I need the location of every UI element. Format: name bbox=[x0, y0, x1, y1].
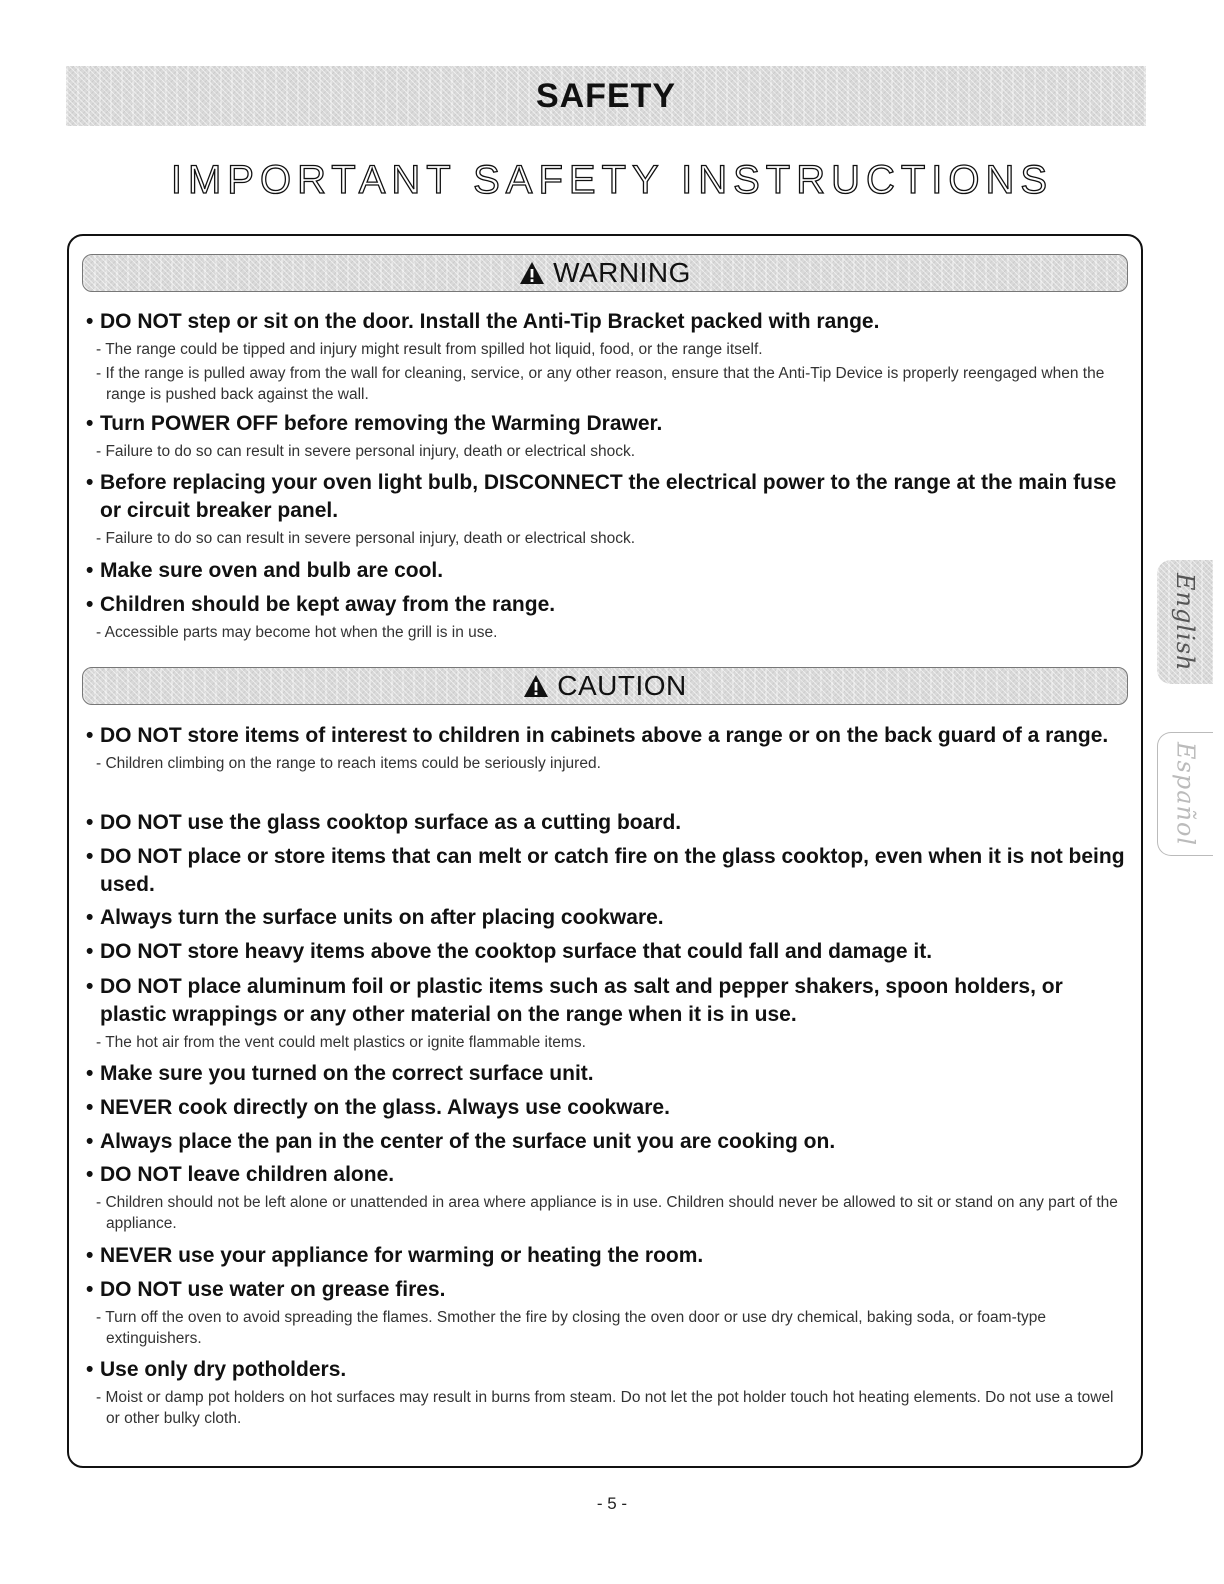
item-note: - The range could be tipped and injury might result from spilled hot liquid, food, or the range itself. bbox=[96, 341, 763, 358]
caution-item-pan-center bbox=[86, 1128, 1126, 1156]
caution-item-foil bbox=[86, 973, 1126, 1053]
item-note: - If the range is pulled away from the wall for cleaning, service, or any other reason, ensure that the Anti-Tip Device is properly reengaged when the range is pushed back against the wall. bbox=[96, 365, 1105, 403]
item-heading: • DO NOT use water on grease fires. bbox=[86, 1276, 1126, 1304]
item-note: - Turn off the oven to avoid spreading the flames. Smother the fire by closing the oven door or use dry chemical, baking soda, or foam-type extinguishers. bbox=[96, 1309, 1047, 1347]
caution-item-heavy-items bbox=[86, 938, 1126, 966]
warning-item-light-bulb bbox=[86, 469, 1126, 549]
caution-item-correct-unit bbox=[86, 1060, 1126, 1088]
caution-item-grease-fires bbox=[86, 1276, 1126, 1349]
caution-item-surface-units bbox=[86, 904, 1126, 932]
item-note: - Children should not be left alone or unattended in area where appliance is in use. Children should never be allowed to sit or stand on any part of the appliance. bbox=[96, 1194, 1118, 1232]
item-heading: • Always turn the surface units on after placing cookware. bbox=[86, 904, 1126, 932]
caution-triangle-icon bbox=[523, 674, 549, 698]
caution-label: CAUTION bbox=[557, 670, 687, 701]
item-note: - Accessible parts may become hot when the grill is in use. bbox=[96, 624, 498, 641]
item-note: - Moist or damp pot holders on hot surfaces may result in burns from steam. Do not let the pot holder touch hot heating elements. Do not use a towel or other bulky cloth. bbox=[96, 1389, 1114, 1427]
caution-item-children-alone bbox=[86, 1161, 1126, 1234]
caution-item-cutting-board bbox=[86, 809, 1126, 837]
item-heading: • DO NOT store items of interest to children in cabinets above a range or on the back guard of a range. bbox=[86, 722, 1126, 750]
item-heading: • NEVER cook directly on the glass. Always use cookware. bbox=[86, 1094, 1126, 1122]
tab-espanol[interactable] bbox=[1157, 732, 1213, 856]
warning-triangle-icon bbox=[519, 261, 545, 285]
caution-item-glass bbox=[86, 1094, 1126, 1122]
item-heading: • DO NOT place or store items that can melt or catch fire on the glass cooktop, even when it is not being used. bbox=[86, 843, 1126, 899]
caution-banner bbox=[82, 667, 1128, 705]
item-note: - The hot air from the vent could melt plastics or ignite flammable items. bbox=[96, 1034, 586, 1051]
item-heading: • Always place the pan in the center of the surface unit you are cooking on. bbox=[86, 1128, 1126, 1156]
item-heading: • NEVER use your appliance for warming or heating the room. bbox=[86, 1242, 1126, 1270]
item-heading: • DO NOT store heavy items above the cooktop surface that could fall and damage it. bbox=[86, 938, 1126, 966]
section-banner bbox=[66, 66, 1146, 126]
item-note: - Failure to do so can result in severe personal injury, death or electrical shock. bbox=[96, 530, 636, 547]
caution-item-cabinets bbox=[86, 722, 1126, 774]
item-heading: • Turn POWER OFF before removing the Warming Drawer. bbox=[86, 410, 1126, 438]
item-heading: • Use only dry potholders. bbox=[86, 1356, 1126, 1384]
item-heading: • DO NOT use the glass cooktop surface as a cutting board. bbox=[86, 809, 1126, 837]
item-note: - Failure to do so can result in severe personal injury, death or electrical shock. bbox=[96, 443, 636, 460]
caution-item-heating-room bbox=[86, 1242, 1126, 1270]
warning-item-power-off bbox=[86, 410, 1126, 462]
item-heading: • Make sure oven and bulb are cool. bbox=[86, 557, 1126, 585]
warning-item-children bbox=[86, 591, 1126, 643]
item-note: - Children climbing on the range to reach items could be seriously injured. bbox=[96, 755, 601, 772]
caution-item-potholders bbox=[86, 1356, 1126, 1429]
item-heading: • Make sure you turned on the correct surface unit. bbox=[86, 1060, 1126, 1088]
warning-banner bbox=[82, 254, 1128, 292]
tab-english-label: English bbox=[1171, 572, 1199, 672]
item-heading: • DO NOT leave children alone. bbox=[86, 1161, 1126, 1189]
item-heading: • Before replacing your oven light bulb, DISCONNECT the electrical power to the range at the main fuse or circuit breaker panel. bbox=[86, 469, 1126, 525]
warning-label: WARNING bbox=[553, 257, 691, 288]
item-heading: • DO NOT step or sit on the door. Install the Anti-Tip Bracket packed with range. bbox=[86, 308, 1126, 336]
page-number: - 5 - bbox=[596, 1494, 628, 1513]
section-title: SAFETY bbox=[535, 76, 677, 115]
item-heading: • DO NOT place aluminum foil or plastic items such as salt and pepper shakers, spoon holders, or plastic wrappings or any other material on the range when it is in use. bbox=[86, 973, 1126, 1029]
item-heading: • Children should be kept away from the range. bbox=[86, 591, 1126, 619]
warning-item-cool bbox=[86, 557, 1126, 585]
page-heading: IMPORTANT SAFETY INSTRUCTIONS bbox=[170, 158, 1054, 202]
caution-item-melt bbox=[86, 843, 1126, 899]
tab-espanol-label: Español bbox=[1171, 741, 1200, 847]
warning-item-anti-tip bbox=[86, 308, 1126, 405]
tab-english[interactable] bbox=[1157, 560, 1213, 684]
